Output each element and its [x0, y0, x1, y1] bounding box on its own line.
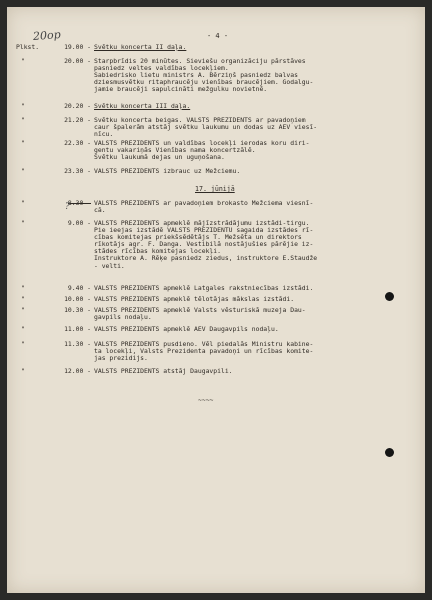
punch-hole [385, 448, 394, 457]
entry-line: dziesmusvētku ritaphraucēju vienības braucējiem. Godalgu- [94, 78, 314, 87]
entry-text [94, 307, 394, 321]
entry-line: rīkotājs agr. F. Danga. Vestibilā nostājušies pārējie iz- [94, 240, 314, 249]
margin-mark: ? [65, 202, 70, 212]
entry-line: jas prezidijs. [94, 354, 148, 363]
entry-line: VALSTS PREZIDENTS apmeklē mājīzstrādājumu izstādi-tirgu. [94, 219, 310, 227]
entry-text [94, 117, 394, 138]
entry-time: 11.00 - [64, 325, 91, 333]
entry-line: VALSTS PREZIDENTS pusdieno. Vēl piedalās Ministru kabine- [94, 340, 314, 348]
entry-time: 9.00 - [67, 219, 91, 227]
entry-line: Starpbrīdis 20 minūtes. Sieviešu organizāciju pārstāves [94, 57, 306, 65]
entry-line: VALSTS PREZIDENTS un valdības locekļi ierodas koru diri- [94, 139, 310, 147]
entry-text [94, 220, 394, 270]
ditto-mark: " [21, 139, 25, 147]
document-page [7, 7, 425, 593]
entry-line: - velti. [94, 261, 125, 270]
entry-text [94, 296, 394, 303]
entry-time: 8.30 - [67, 199, 91, 207]
entry-text [94, 200, 394, 214]
entry-line: VALSTS PREZIDENTS apmeklē Valsts vēsturiskā muzeja Dau- [94, 306, 306, 314]
entry-time: 20.00 - [64, 57, 91, 65]
entry-line: VALSTS PREZIDENTS apmeklē AEV Daugavpils nodaļu. [94, 325, 279, 333]
entry-line: stādes rīcības komitejas locekļi. [94, 247, 221, 256]
entry-line: VALSTS PREZIDENTS izbrauc uz Mežciemu. [94, 167, 241, 175]
time-prefix: Plkst. [16, 43, 40, 51]
entry-line: Svētku laukumā dejas un uguņošana. [94, 153, 225, 162]
ditto-mark: " [21, 325, 25, 333]
entry-text [94, 140, 394, 161]
entry-line: ta locekļi, Valsts Prezidenta pavadoņi un rīcības komite- [94, 347, 314, 356]
entry-line: gentu vakariņās Vienības nama koncertzālē. [94, 146, 256, 155]
ditto-mark: " [21, 219, 25, 227]
entry-line: caur špalerām atstāj svētku laukumu un dodas uz AEV viesī- [94, 123, 318, 132]
entry-time: 12.00 - [64, 367, 91, 375]
ditto-mark: " [21, 57, 25, 65]
entry-line: VALSTS PREZIDENTS atstāj Daugavpili. [94, 367, 233, 375]
page-number: - 4 - [207, 32, 229, 40]
date-heading: 17. jūnijā [195, 185, 235, 193]
ditto-mark: " [21, 199, 25, 207]
ditto-mark: " [21, 167, 25, 175]
entry-line: Instruktore A. Rēķe pasniedz ziedus, instruktore E.Staudže [94, 254, 318, 263]
entry-line: gavpils nodaļu. [94, 313, 152, 322]
entry-line: cā. [94, 206, 106, 215]
entry-text [94, 285, 394, 292]
entry-line: nīcu. [94, 130, 114, 139]
entry-text [94, 58, 394, 93]
entry-line: Sabiedrisko lietu ministrs A. Bērziņš pasniedz balvas [94, 71, 298, 80]
entry-line: cības komitejas priekšsēdētājs T. Mežsēta un direktors [94, 233, 302, 242]
entry-time: 10.00 - [64, 295, 91, 303]
ditto-mark: " [21, 102, 25, 110]
ditto-mark: " [21, 367, 25, 375]
entry-time: 23.30 - [64, 167, 91, 175]
entry-line: Svētku koncerta II daļa. [94, 43, 187, 51]
ditto-mark: " [21, 306, 25, 314]
entry-time: 10.30 - [64, 306, 91, 314]
entry-line: jamie braucēji sapulcināti mežgulku novietnē. [94, 85, 268, 94]
entry-text [94, 341, 394, 362]
ditto-mark: " [21, 340, 25, 348]
entry-line: pasniedz veltes valdības locekļiem. [94, 64, 229, 73]
entry-text [94, 44, 394, 51]
separator: ~~~~ [198, 396, 214, 404]
entry-time: 11.30 - [64, 340, 91, 348]
ditto-mark: " [21, 116, 25, 124]
entry-time: 9.40 - [67, 284, 91, 292]
entry-time: 21.20 - [64, 116, 91, 124]
handwritten-note: 20op [32, 28, 62, 43]
entry-line: Pie ieejas izstādē VALSTS PREZIDENTU sagaida izstādes rī- [94, 226, 314, 235]
entry-text [94, 368, 394, 375]
ditto-mark: " [21, 284, 25, 292]
entry-time: 19.00 - [64, 43, 91, 51]
entry-text [94, 103, 394, 110]
ditto-mark: " [21, 295, 25, 303]
entry-time: 22.30 - [64, 139, 91, 147]
entry-text [94, 168, 394, 175]
entry-line: VALSTS PREZIDENTS apmeklē Latgales rakstniecības izstādi. [94, 284, 314, 292]
entry-text [94, 326, 394, 333]
entry-line: Svētku koncerta beigas. VALSTS PREZIDENTS ar pavadoņiem [94, 116, 306, 124]
entry-time: 20.20 - [64, 102, 91, 110]
entry-line: VALSTS PREZIDENTS ar pavadoņiem brokasto Mežciema viesnī- [94, 199, 314, 207]
entry-line: Svētku koncerta III daļa. [94, 102, 191, 110]
entry-line: VALSTS PREZIDENTS apmeklē tēlotājas mākslas izstādi. [94, 295, 295, 303]
